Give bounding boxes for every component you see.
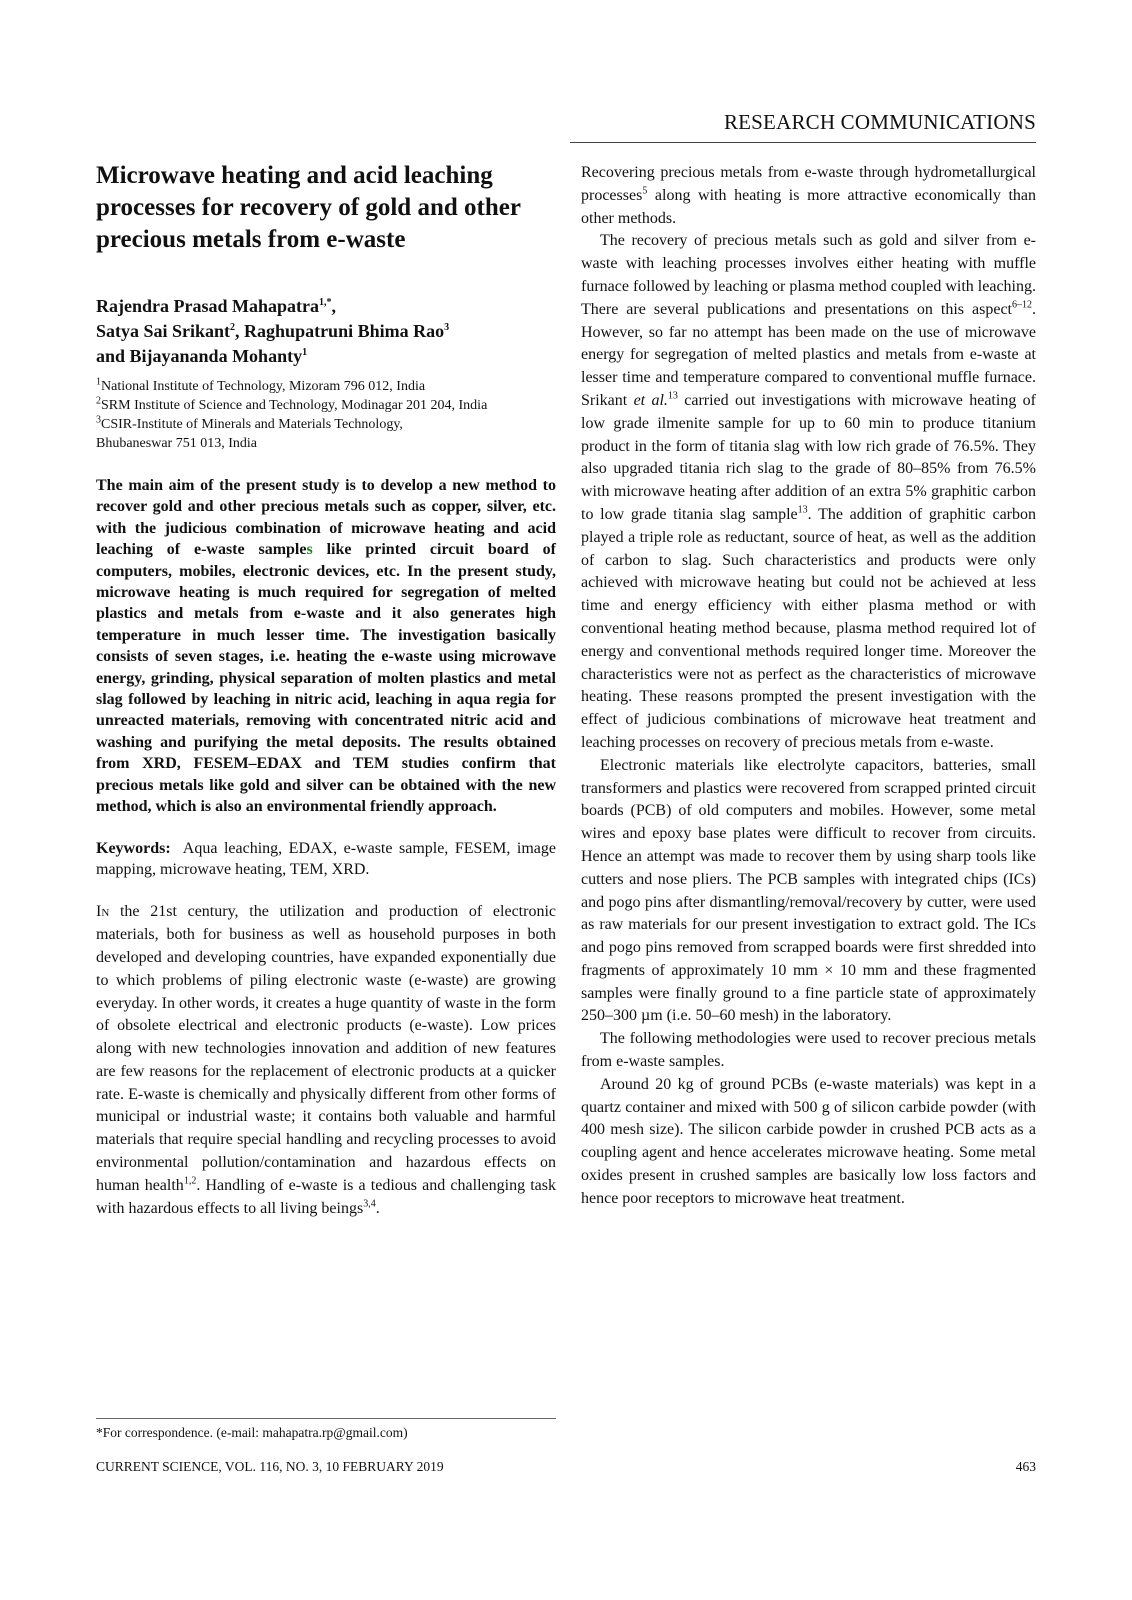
author-conj: and xyxy=(96,346,126,366)
body-paragraph: The following methodologies were used to recover precious metals from e-waste samples. xyxy=(581,1030,1036,1071)
author-name: Rajendra Prasad Mahapatra xyxy=(96,296,319,316)
footnote-rule xyxy=(96,1418,556,1419)
left-column xyxy=(96,160,556,1220)
body-paragraph: The recovery of precious metals such as gold and silver from e-waste with leaching processes involves either heating with muffle furnace followed by leaching or plasma method coupled with leaching. There are several publications and presentations on this aspect$^{6-12}$. However, so far no attempt has been made on the use of microwave energy for segregation of melted plastics and metals from e-waste at lesser time and temperature compared to conventional muffle furnace. Srikant et al.$^{13}$ carried out investigations with microwave heating of low grade ilmenite sample for up to 60 min to produce titanium product in the form of titania slag with low rich grade of 76.5%. They also upgraded titania rich slag to the grade of 80–85% from 76.5% with microwave heating after addition of an extra 5% graphitic carbon to low grade titania slag sample$^{13}$. The addition of graphitic carbon played a triple role as reductant, source of heat, as well as the addition of carbon to slag. Such characteristics and products were only achieved with microwave heating but could not be achieved at less time and energy efficiency with either plasma method or with conventional heating method because, plasma method required lot of energy and conventional methods required longer time. Moreover the characteristics were not as perfect as the characteristics of microwave heating. These reasons prompted the present investigation with the effect of judicious combinations of microwave heat treatment and leaching processes on recovery of precious metals from e-waste. xyxy=(581,232,1036,751)
keywords xyxy=(96,838,556,881)
intro-paragraph: In the 21st century, the utilization and production of electronic materials, both for business as well as household purposes in both developed and developing countries, have expanded exponentially due to which problems of piling electronic waste (e-waste) are growing everyday. In other words, it creates a huge quantity of waste in the form of obsolete electrical and electronic products (e-waste). Low prices along with new technologies innovation and addition of new features are few reasons for the replacement of electronic products at a quicker rate. E-waste is chemically and physically different from other forms of municipal or industrial waste; it contains both valuable and harmful materials that require special handling and recycling processes to avoid environmental pollution/contamination and hazardous effects on human health$^{1,2}$. Handling of e-waste is a tedious and challenging task with hazardous effects to all living beings$^{3,4}$. xyxy=(96,903,557,1217)
author-name: Raghupatruni Bhima Rao xyxy=(244,321,445,341)
dropcap: In xyxy=(96,903,110,921)
author-sup: 3 xyxy=(444,322,450,333)
body-paragraph: Recovering precious metals from e-waste through hydrometallurgical processes$^5$ along with heating is more attractive economically than other methods. xyxy=(581,164,1036,227)
author-name: Satya Sai Srikant xyxy=(96,321,231,341)
journal-citation: CURRENT SCIENCE, VOL. 116, NO. 3, 10 FEBRUARY 2019 xyxy=(96,1459,444,1474)
correspondence-footnote: *For correspondence. (e-mail: mahapatra.rp@gmail.com) xyxy=(96,1425,408,1440)
affiliation: Bhubaneswar 751 013, India xyxy=(96,436,257,451)
affiliation: $^1$National Institute of Technology, Mizoram 796 012, India xyxy=(96,376,426,394)
header-rule xyxy=(570,142,1036,143)
affiliation: $^3$CSIR-Institute of Minerals and Materials Technology, xyxy=(96,414,403,432)
author-sup: 1 xyxy=(302,347,308,358)
page-number: 463 xyxy=(1015,1459,1036,1474)
author-sup: 1,* xyxy=(319,297,332,308)
section-header: RESEARCH COMMUNICATIONS xyxy=(723,110,1036,134)
body-paragraph: Around 20 kg of ground PCBs (e-waste materials) was kept in a quartz container and mixed with 500 g of silicon carbide powder (with 400 mesh size). The silicon carbide powder in crushed PCB acts as a coupling agent and hence accelerates microwave heating. Some metal oxides present in crushed samples are basically low loss factors and hence poor receptors to microwave heat treatment. xyxy=(581,1075,1036,1207)
affiliations xyxy=(96,377,556,453)
right-column xyxy=(581,162,1036,1211)
keywords-label: Keywords: xyxy=(96,839,171,857)
author-sup: 2 xyxy=(230,322,236,333)
body-paragraph: Electronic materials like electrolyte capacitors, batteries, small transformers and plastics were recovered from scrapped printed circuit boards (PCB) of old computers and mobiles. However, some metal wires and epoxy base plates were difficult to recover from circuits. Hence an attempt was made to recover them by using sharp tools like cutters and nose pliers. The PCB samples with integrated chips (ICs) and pogo pins after dismantling/removal/recovery by cutter, were used as raw materials for our present investigation to extract gold. The ICs and pogo pins removed from scrapped boards were first shredded into fragments of approximately 10 mm × 10 mm and these fragmented samples were finally ground to a fine particle state of approximately 250–300 µm (i.e. 50–60 mesh) in the laboratory. xyxy=(581,756,1036,1025)
keywords-text: Aqua leaching, EDAX, e-waste sample, FESEM, image mapping, microwave heating, TEM, XRD. xyxy=(96,839,556,878)
article-title: Microwave heating and acid leaching processes for recovery of gold and other precious metals from e-waste xyxy=(96,162,521,253)
author-list: Rajendra Prasad Mahapatra$^{1,*}$, Satya Sai Srikant$^2$, Raghupatruni Bhima Rao$^3$ and Bijayananda Mohanty$^1$ xyxy=(96,296,450,366)
affiliation: $^2$SRM Institute of Science and Technology, Modinagar 201 204, India xyxy=(96,395,488,413)
author-name: Bijayananda Mohanty xyxy=(129,346,303,366)
abstract: The main aim of the present study is to develop a new method to recover gold and other precious metals such as copper, silver, etc. with the judicious combination of microwave heating and acid leaching of e-waste samples like printed circuit board of computers, mobiles, electronic devices, etc. In the present study, microwave heating is much required for segregation of melted plastics and metals from e-waste and it also generates high temperature in much lesser time. The investigation basically consists of seven stages, i.e. heating the e-waste using microwave energy, grinding, physical separation of molten plastics and metal slag followed by leaching in nitric acid, leaching in aqua regia for unreacted materials, removing with concentrated nitric acid and washing and purifying the metal deposits. The results obtained from XRD, FESEM–EDAX and TEM studies confirm that precious metals like gold and silver can be obtained with the new method, which is also an environmental friendly approach. xyxy=(96,477,557,816)
